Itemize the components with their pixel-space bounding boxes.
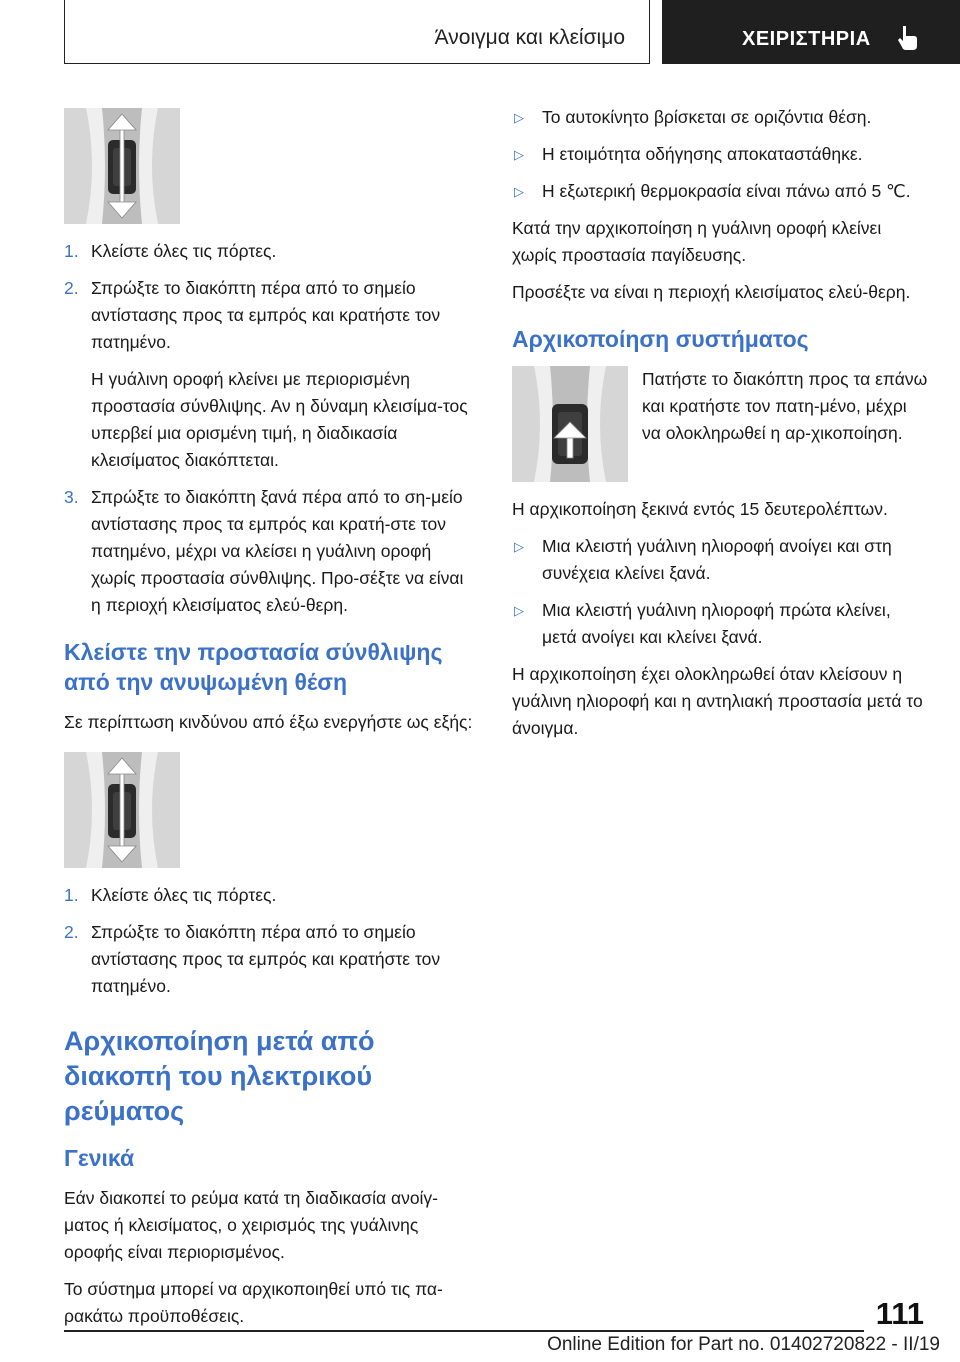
heading-system-init: Αρχικοποίηση συστήματος xyxy=(512,326,809,352)
paragraph: Σε περίπτωση κινδύνου από έξω ενεργήστε ως εξής: xyxy=(64,712,473,732)
list-item: 1. Κλείστε όλες τις πόρτες. xyxy=(64,241,277,261)
list-item: ▷ Μια κλειστή γυάλινη ηλιοροφή ανοίγει και στη συνέχεια κλείνει ξανά. xyxy=(512,533,928,587)
header-frame xyxy=(64,0,650,64)
left-column xyxy=(64,108,476,1340)
triangle-bullet-icon: ▷ xyxy=(514,603,524,618)
triangle-bullet-icon: ▷ xyxy=(514,184,524,199)
edition-note: Online Edition for Part no. 01402720822 - II/19 xyxy=(547,1334,940,1355)
switch-push-forward-image xyxy=(64,108,180,224)
header-chapter-tab[interactable] xyxy=(662,0,960,64)
figure-row xyxy=(512,366,928,482)
heading-general: Γενικά xyxy=(64,1145,135,1171)
paragraph: Προσέξτε να είναι η περιοχή κλεισίματος ελεύ‐θερη. xyxy=(512,282,911,302)
triangle-bullet-icon: ▷ xyxy=(514,539,524,554)
list-item: 3. Σπρώξτε το διακόπτη ξανά πέρα από το ση‐μείο αντίστασης προς τα εμπρός και κρατή‐στε τον πατημένο, μέχρι να κλείσει η γυάλινη οροφή χωρίς προστασία σύνθλιψης. Προ‐σέξτε να είναι η περιοχή κλεισίματος ελεύ‐θερη. xyxy=(64,487,464,615)
list-item: ▷ Μια κλειστή γυάλινη ηλιοροφή πρώτα κλείνει, μετά ανοίγει και κλείνει ξανά. xyxy=(512,597,928,651)
paragraph: Η αρχικοποίηση έχει ολοκληρωθεί όταν κλείσουν η γυάλινη ηλιοροφή και η αντηλιακή προστασία μετά το άνοιγμα. xyxy=(512,664,923,738)
header-section-title: Άνοιγμα και κλείσιμο xyxy=(434,26,625,49)
close-steps-list xyxy=(64,238,476,619)
init-outcomes-list xyxy=(512,533,928,651)
paragraph: Κατά την αρχικοποίηση η γυάλινη οροφή κλείνει χωρίς προστασία παγίδευσης. xyxy=(512,218,882,265)
triangle-bullet-icon: ▷ xyxy=(514,147,524,162)
heading-close-raised: Κλείστε την προστασία σύνθλιψης από την ανυψωμένη θέση xyxy=(64,639,443,695)
list-item: ▷ Το αυτοκίνητο βρίσκεται σε οριζόντια θέση. xyxy=(512,104,928,131)
step-note: Η γυάλινη οροφή κλείνει με περιορισμένη προστασία σύνθλιψης. Αν η δύναμη κλεισίμα‐τος υπερβεί μια ορισμένη τιμή, η διαδικασία κλεισίματος διακόπτεται. xyxy=(91,369,468,470)
list-item: ▷ Η εξωτερική θερμοκρασία είναι πάνω από 5 ℃. xyxy=(512,178,928,205)
switch-push-up-image xyxy=(512,366,628,482)
list-item: 2. Σπρώξτε το διακόπτη πέρα από το σημείο αντίστασης προς τα εμπρός και κρατήστε τον πατημένο. xyxy=(64,922,441,996)
chapter-label: ΧΕΙΡΙΣΤΗΡΙΑ xyxy=(742,28,871,50)
triangle-bullet-icon: ▷ xyxy=(514,110,524,125)
hand-pointer-icon xyxy=(894,24,922,52)
heading-init-after-power: Αρχικοποίηση μετά από διακοπή του ηλεκτρικού ρεύματος xyxy=(64,1026,375,1126)
paragraph: Η αρχικοποίηση ξεκινά εντός 15 δευτερολέπτων. xyxy=(512,499,888,519)
switch-push-forward-image-2 xyxy=(64,752,180,868)
list-item: 1. Κλείστε όλες τις πόρτες. xyxy=(64,885,277,905)
figure-caption: Πατήστε το διακόπτη προς τα επάνω και κρατήστε τον πατη‐μένο, μέχρι να ολοκληρωθεί η αρ‐χικοποίηση. xyxy=(642,369,928,443)
page-number: 111 xyxy=(875,1296,924,1331)
list-item: 2. Σπρώξτε το διακόπτη πέρα από το σημείο αντίστασης προς τα εμπρός και κρατήστε τον πατημένο. Η γυάλινη οροφή κλείνει με περιορισμένη προστασία σύνθλιψης. Αν η δύναμη κλεισίμα‐τος υπερβεί μια ορισμένη τιμή, η διαδικασία κλεισίματος διακόπτεται. xyxy=(64,275,476,474)
paragraph: Το σύστημα μπορεί να αρχικοποιηθεί υπό τις πα‐ρακάτω προϋποθέσεις. xyxy=(64,1279,443,1326)
list-item: ▷ Η ετοιμότητα οδήγησης αποκαταστάθηκε. xyxy=(512,141,928,168)
paragraph: Εάν διακοπεί το ρεύμα κατά τη διαδικασία ανοίγ‐ματος ή κλεισίματος, ο χειρισμός της γυάλινης οροφής είναι περιορισμένος. xyxy=(64,1188,439,1262)
right-column xyxy=(512,104,928,752)
close-raised-steps-list xyxy=(64,882,476,1000)
conditions-list xyxy=(512,104,928,205)
footer-divider xyxy=(64,1330,864,1332)
